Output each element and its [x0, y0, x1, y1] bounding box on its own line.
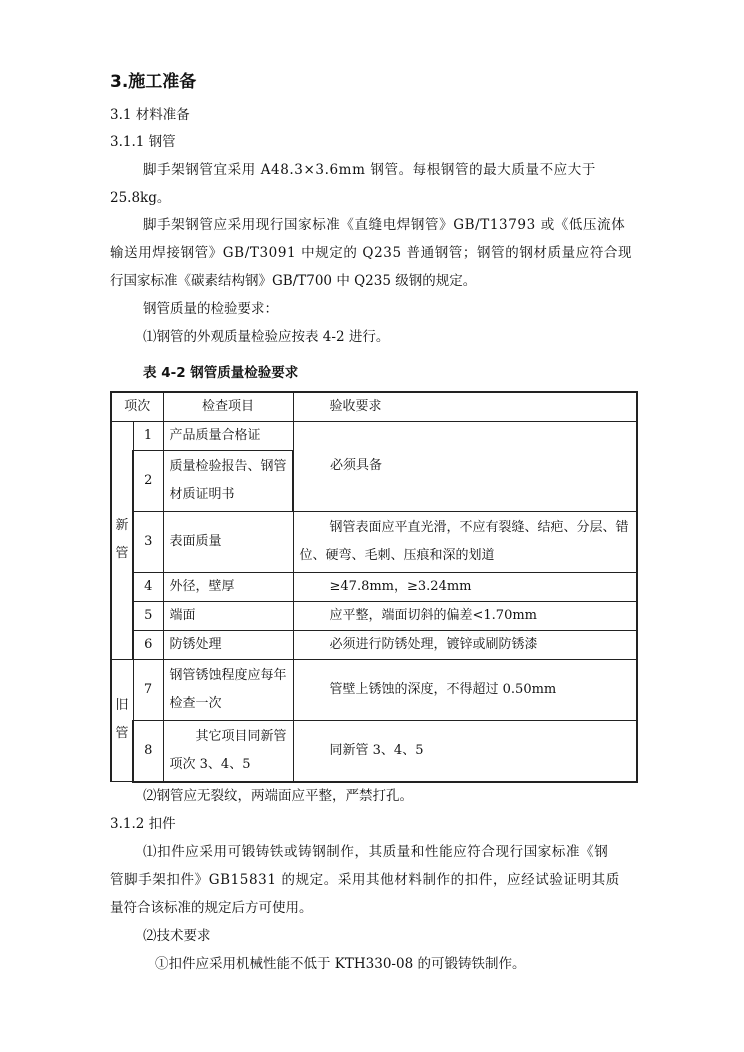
inspection-table: [110, 391, 638, 783]
group-new-pipe: 新管: [111, 421, 133, 659]
para2-line1: 脚手架钢管应采用现行国家标准《直缝电焊钢管》GB/T13793 或《低压流体: [143, 217, 626, 233]
group-old-pipe: 旧管: [111, 659, 133, 782]
para2-line3: 行国家标准《碳素结构钢》GB/T700 中 Q235 级钢的规定。: [110, 273, 477, 289]
table-row: [111, 421, 637, 450]
para3: 钢管质量的检验要求：: [143, 301, 278, 317]
table-row: [111, 601, 637, 630]
subsection-3-1-1: 3.1.1 钢管: [110, 134, 176, 150]
para1-line1: 脚手架钢管宜采用 A48.3×3.6mm 钢管。每根钢管的最大质量不应大于: [143, 162, 596, 178]
para5: ⑵钢管应无裂纹，两端面应平整，严禁打孔。: [143, 788, 413, 804]
row-no: 8: [133, 720, 163, 782]
subsection-3-1: 3.1 材料准备: [110, 107, 190, 123]
row-item: 端面: [163, 601, 293, 630]
row-requirement: 必须进行防锈处理，镀锌或刷防锈漆: [293, 630, 637, 659]
row-no: 6: [133, 630, 163, 659]
table-caption: 表 4-2 钢管质量检验要求: [143, 365, 299, 381]
row-requirement: 应平整，端面切斜的偏差<1.70mm: [293, 601, 637, 630]
row-item: 表面质量: [163, 511, 293, 572]
row-requirement: 钢管表面应平直光滑，不应有裂缝、结疤、分层、错位、硬弯、毛刺、压痕和深的划道: [293, 511, 637, 572]
row-no: 1: [133, 421, 163, 450]
para4: ⑴钢管的外观质量检验应按表 4-2 进行。: [143, 329, 390, 345]
row-requirement: 管壁上锈蚀的深度，不得超过 0.50mm: [293, 659, 637, 720]
para1-line2: 25.8kg。: [110, 190, 171, 206]
row-no: 7: [133, 659, 163, 720]
para6-line2: 管脚手架扣件》GB15831 的规定。采用其他材料制作的扣件，应经试验证明其质: [110, 872, 620, 888]
para6-line3: 量符合该标准的规定后方可使用。: [110, 900, 313, 916]
row-requirement: 同新管 3、4、5: [293, 720, 637, 782]
header-item-no: 项次: [111, 392, 163, 421]
row-no: 3: [133, 511, 163, 572]
row-no: 2: [133, 450, 163, 511]
table-row: [111, 659, 637, 720]
row-item: 防锈处理: [163, 630, 293, 659]
row-item: 其它项目同新管项次 3、4、5: [163, 720, 293, 782]
para7: ⑵技术要求: [143, 928, 211, 944]
section-heading: 3.施工准备: [110, 72, 197, 92]
table-header-row: [111, 392, 637, 421]
para8: ①扣件应采用机械性能不低于 KTH330-08 的可锻铸铁制作。: [155, 956, 526, 972]
subsection-3-1-2: 3.1.2 扣件: [110, 816, 176, 832]
table-row: [111, 720, 637, 782]
row-item: 产品质量合格证: [163, 421, 293, 450]
row-item: 钢管锈蚀程度应每年检查一次: [163, 659, 293, 720]
header-requirement: 验收要求: [293, 392, 637, 421]
row-requirement: ≥47.8mm，≥3.24mm: [293, 572, 637, 601]
row-item: 质量检验报告、钢管材质证明书: [163, 450, 293, 511]
row-no: 4: [133, 572, 163, 601]
table-row: [111, 511, 637, 572]
row-requirement: 必须具备: [293, 421, 637, 511]
row-item: 外径，壁厚: [163, 572, 293, 601]
table-row: [111, 572, 637, 601]
para6-line1: ⑴扣件应采用可锻铸铁或铸钢制作，其质量和性能应符合现行国家标准《钢: [143, 844, 609, 860]
header-check-item: 检查项目: [163, 392, 293, 421]
row-no: 5: [133, 601, 163, 630]
table-row: [111, 630, 637, 659]
para2-line2: 输送用焊接钢管》GB/T3091 中规定的 Q235 普通钢管；钢管的钢材质量应符合现: [110, 245, 633, 261]
